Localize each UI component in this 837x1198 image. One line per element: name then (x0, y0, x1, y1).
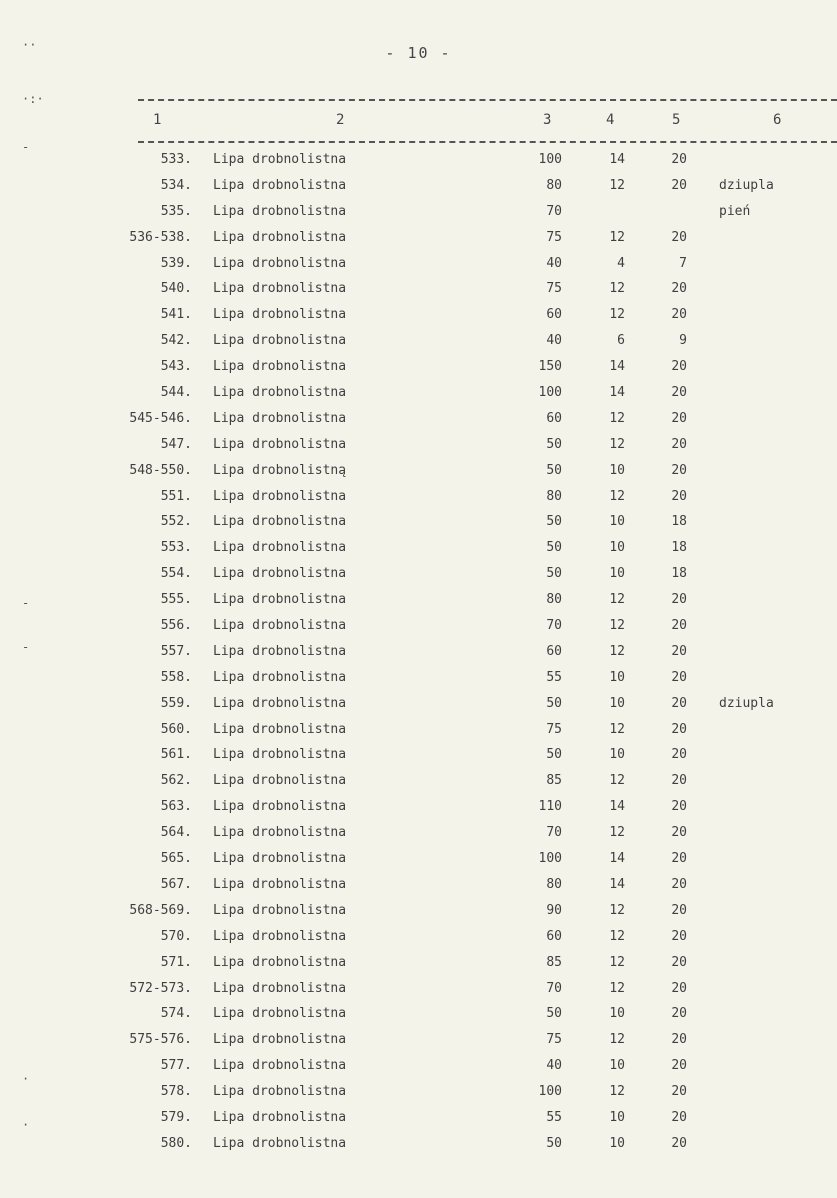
table-row (0, 693, 837, 719)
col-3-value: 40 (546, 255, 562, 271)
col-3-value: 75 (546, 721, 562, 737)
col-3-value: 50 (546, 540, 562, 556)
col-4-value: 10 (609, 514, 625, 530)
col-5-value: 20 (671, 876, 687, 892)
table-header-rule (138, 141, 837, 143)
col-3-value: 50 (546, 436, 562, 452)
row-number: 578. (160, 1084, 192, 1100)
page-number: - 10 - (385, 44, 452, 62)
col-4-value: 14 (609, 851, 625, 867)
species-name: Lipa drobnolistna (213, 540, 347, 556)
row-number: 563. (160, 799, 192, 815)
col-3-value: 60 (546, 643, 562, 659)
col-4-value: 12 (609, 488, 625, 504)
row-number: 568-569. (129, 902, 192, 918)
species-name: Lipa drobnolistna (213, 514, 347, 530)
col-3-value: 75 (546, 281, 562, 297)
row-number: 562. (160, 773, 192, 789)
header-col-6: 6 (773, 112, 782, 128)
col-5-value: 20 (671, 1084, 687, 1100)
col-5-value: 20 (671, 229, 687, 245)
row-number: 535. (160, 203, 192, 219)
row-number: 547. (160, 436, 192, 452)
col-5-value: 20 (671, 669, 687, 685)
species-name: Lipa drobnolistna (213, 592, 347, 608)
table-row (0, 1133, 837, 1159)
col-4-value: 10 (609, 695, 625, 711)
species-name: Lipa drobnolistna (213, 980, 347, 996)
table-row (0, 149, 837, 175)
col-3-value: 100 (538, 1084, 562, 1100)
col-4-value: 12 (609, 229, 625, 245)
col-5-value: 18 (671, 566, 687, 582)
table-row (0, 563, 837, 589)
col-5-value: 20 (671, 436, 687, 452)
col-5-value: 20 (671, 592, 687, 608)
header-col-4: 4 (606, 112, 615, 128)
table-row (0, 1029, 837, 1055)
col-5-value: 20 (671, 281, 687, 297)
col-3-value: 50 (546, 1135, 562, 1151)
row-number: 561. (160, 747, 192, 763)
col-3-value: 60 (546, 410, 562, 426)
row-number: 534. (160, 177, 192, 193)
col-5-value: 20 (671, 643, 687, 659)
col-4-value: 10 (609, 462, 625, 478)
row-number: 559. (160, 695, 192, 711)
col-5-value: 20 (671, 1058, 687, 1074)
species-name: Lipa drobnolistna (213, 876, 347, 892)
row-number: 570. (160, 928, 192, 944)
note: pień (719, 203, 751, 219)
species-name: Lipa drobnolistna (213, 1032, 347, 1048)
species-name: Lipa drobnolistna (213, 333, 347, 349)
species-name: Lipa drobnolistna (213, 747, 347, 763)
table-row (0, 201, 837, 227)
row-number: 574. (160, 1006, 192, 1022)
col-5-value: 20 (671, 177, 687, 193)
col-5-value: 7 (679, 255, 687, 271)
col-3-value: 80 (546, 876, 562, 892)
col-5-value: 20 (671, 799, 687, 815)
header-col-1: 1 (153, 112, 162, 128)
species-name: Lipa drobnolistna (213, 721, 347, 737)
species-name: Lipa drobnolistna (213, 618, 347, 634)
col-4-value: 6 (617, 333, 625, 349)
col-4-value: 14 (609, 799, 625, 815)
row-number: 552. (160, 514, 192, 530)
table-row (0, 1055, 837, 1081)
table-row (0, 460, 837, 486)
col-3-value: 100 (538, 385, 562, 401)
species-name: Lipa drobnolistna (213, 281, 347, 297)
table-row (0, 978, 837, 1004)
table-row (0, 589, 837, 615)
table-row (0, 667, 837, 693)
row-number: 564. (160, 825, 192, 841)
species-name: Lipa drobnolistna (213, 928, 347, 944)
table-row (0, 330, 837, 356)
col-5-value: 18 (671, 540, 687, 556)
species-name: Lipa drobnolistna (213, 1058, 347, 1074)
species-name: Lipa drobnolistna (213, 177, 347, 193)
col-3-value: 60 (546, 307, 562, 323)
col-4-value: 12 (609, 177, 625, 193)
row-number: 539. (160, 255, 192, 271)
margin-mark: ·:· (22, 92, 44, 106)
col-5-value: 20 (671, 488, 687, 504)
margin-mark: - (22, 596, 30, 610)
col-5-value: 20 (671, 1006, 687, 1022)
col-5-value: 20 (671, 954, 687, 970)
species-name: Lipa drobnolistna (213, 385, 347, 401)
species-name: Lipa drobnolistna (213, 152, 347, 167)
col-5-value: 20 (671, 721, 687, 737)
col-5-value: 20 (671, 825, 687, 841)
col-3-value: 150 (538, 359, 562, 375)
row-number: 533. (160, 152, 192, 167)
row-number: 567. (160, 876, 192, 892)
col-3-value: 55 (546, 669, 562, 685)
col-3-value: 50 (546, 462, 562, 478)
row-number: 565. (160, 851, 192, 867)
table-row (0, 952, 837, 978)
species-name: Lipa drobnolistna (213, 669, 347, 685)
col-4-value: 12 (609, 1032, 625, 1048)
species-name: Lipa drobnolistna (213, 773, 347, 789)
col-5-value: 18 (671, 514, 687, 530)
col-3-value: 80 (546, 177, 562, 193)
species-name: Lipa drobnolistna (213, 566, 347, 582)
col-3-value: 60 (546, 928, 562, 944)
species-name: Lipa drobnolistna (213, 1109, 347, 1125)
species-name: Lipa drobnolistna (213, 203, 347, 219)
col-5-value: 20 (671, 462, 687, 478)
col-4-value: 12 (609, 721, 625, 737)
col-4-value: 12 (609, 902, 625, 918)
col-5-value: 9 (679, 333, 687, 349)
col-4-value: 12 (609, 1084, 625, 1100)
margin-mark: · (22, 1118, 30, 1132)
col-5-value: 20 (671, 410, 687, 426)
species-name: Lipa drobnolistna (213, 307, 347, 323)
note: dziupla (719, 177, 774, 193)
table-header (0, 112, 837, 136)
col-4-value: 4 (617, 255, 625, 271)
table-row (0, 848, 837, 874)
header-col-5: 5 (672, 112, 681, 128)
species-name: Lipa drobnolistna (213, 229, 347, 245)
col-4-value: 12 (609, 436, 625, 452)
col-4-value: 14 (609, 385, 625, 401)
col-3-value: 70 (546, 203, 562, 219)
col-5-value: 20 (671, 618, 687, 634)
col-4-value: 10 (609, 1006, 625, 1022)
species-name: Lipa drobnolistna (213, 1135, 347, 1151)
col-4-value: 10 (609, 566, 625, 582)
col-3-value: 55 (546, 1109, 562, 1125)
col-4-value: 12 (609, 281, 625, 297)
table-row (0, 408, 837, 434)
col-5-value: 20 (671, 152, 687, 167)
table-row (0, 615, 837, 641)
species-name: Lipa drobnolistna (213, 851, 347, 867)
table-body (0, 149, 837, 1159)
col-5-value: 20 (671, 1109, 687, 1125)
col-5-value: 20 (671, 902, 687, 918)
table-row (0, 926, 837, 952)
col-3-value: 100 (538, 851, 562, 867)
row-number: 557. (160, 643, 192, 659)
col-3-value: 75 (546, 1032, 562, 1048)
row-number: 542. (160, 333, 192, 349)
row-number: 572-573. (129, 980, 192, 996)
table-row (0, 434, 837, 460)
col-3-value: 110 (538, 799, 562, 815)
table-top-rule (138, 99, 837, 101)
row-number: 540. (160, 281, 192, 297)
species-name: Lipa drobnolistna (213, 488, 347, 504)
col-3-value: 85 (546, 773, 562, 789)
col-5-value: 20 (671, 773, 687, 789)
margin-mark: - (22, 140, 30, 154)
margin-mark: · (22, 1072, 30, 1086)
col-5-value: 20 (671, 307, 687, 323)
table-row (0, 900, 837, 926)
table-row (0, 770, 837, 796)
table-row (0, 1081, 837, 1107)
table-row (0, 227, 837, 253)
table-row (0, 356, 837, 382)
col-4-value: 12 (609, 307, 625, 323)
species-name: Lipa drobnolistna (213, 695, 347, 711)
col-3-value: 80 (546, 592, 562, 608)
row-number: 543. (160, 359, 192, 375)
species-name: Lipa drobnolistna (213, 1006, 347, 1022)
col-5-value: 20 (671, 851, 687, 867)
col-4-value: 12 (609, 643, 625, 659)
row-number: 575-576. (129, 1032, 192, 1048)
row-number: 580. (160, 1135, 192, 1151)
col-4-value: 12 (609, 980, 625, 996)
species-name: Lipa drobnolistna (213, 436, 347, 452)
species-name: Lipa drobnolistna (213, 255, 347, 271)
table-row (0, 641, 837, 667)
col-4-value: 12 (609, 954, 625, 970)
col-3-value: 90 (546, 902, 562, 918)
row-number: 551. (160, 488, 192, 504)
col-3-value: 50 (546, 747, 562, 763)
row-number: 548-550. (129, 462, 192, 478)
col-4-value: 10 (609, 1109, 625, 1125)
margin-mark: - (22, 640, 30, 654)
col-5-value: 20 (671, 1032, 687, 1048)
table-row (0, 822, 837, 848)
col-4-value: 14 (609, 359, 625, 375)
species-name: Lipa drobnolistna (213, 902, 347, 918)
header-col-2: 2 (336, 112, 345, 128)
note: dziupla (719, 695, 774, 711)
table-row (0, 253, 837, 279)
col-4-value: 12 (609, 773, 625, 789)
species-name: Lipa drobnolistna (213, 643, 347, 659)
table-row (0, 486, 837, 512)
col-4-value: 10 (609, 540, 625, 556)
table-row (0, 537, 837, 563)
col-3-value: 40 (546, 333, 562, 349)
col-4-value: 14 (609, 152, 625, 167)
row-number: 544. (160, 385, 192, 401)
col-3-value: 70 (546, 980, 562, 996)
col-4-value: 10 (609, 747, 625, 763)
table-row (0, 1107, 837, 1133)
row-number: 536-538. (129, 229, 192, 245)
col-5-value: 20 (671, 385, 687, 401)
col-3-value: 40 (546, 1058, 562, 1074)
table-row (0, 382, 837, 408)
table-row (0, 796, 837, 822)
col-4-value: 12 (609, 928, 625, 944)
col-5-value: 20 (671, 747, 687, 763)
row-number: 553. (160, 540, 192, 556)
col-3-value: 50 (546, 514, 562, 530)
col-5-value: 20 (671, 980, 687, 996)
col-3-value: 70 (546, 618, 562, 634)
table-row (0, 278, 837, 304)
table-row (0, 511, 837, 537)
col-4-value: 10 (609, 1058, 625, 1074)
col-5-value: 20 (671, 359, 687, 375)
col-4-value: 12 (609, 618, 625, 634)
col-3-value: 75 (546, 229, 562, 245)
col-3-value: 85 (546, 954, 562, 970)
row-number: 545-546. (129, 410, 192, 426)
table-row (0, 874, 837, 900)
col-3-value: 50 (546, 695, 562, 711)
species-name: Lipa drobnolistna (213, 954, 347, 970)
table-row (0, 1003, 837, 1029)
table-row (0, 719, 837, 745)
table-row (0, 304, 837, 330)
col-3-value: 100 (538, 152, 562, 167)
row-number: 554. (160, 566, 192, 582)
species-name: Lipa drobnolistna (213, 410, 347, 426)
row-number: 556. (160, 618, 192, 634)
row-number: 555. (160, 592, 192, 608)
col-3-value: 50 (546, 566, 562, 582)
species-name: Lipa drobnolistną (213, 462, 347, 478)
col-3-value: 80 (546, 488, 562, 504)
row-number: 577. (160, 1058, 192, 1074)
table-row (0, 175, 837, 201)
header-col-3: 3 (543, 112, 552, 128)
col-3-value: 50 (546, 1006, 562, 1022)
table-row (0, 744, 837, 770)
species-name: Lipa drobnolistna (213, 825, 347, 841)
col-4-value: 10 (609, 1135, 625, 1151)
col-4-value: 12 (609, 592, 625, 608)
col-5-value: 20 (671, 1135, 687, 1151)
col-3-value: 70 (546, 825, 562, 841)
col-4-value: 10 (609, 669, 625, 685)
col-4-value: 14 (609, 876, 625, 892)
row-number: 558. (160, 669, 192, 685)
row-number: 571. (160, 954, 192, 970)
col-4-value: 12 (609, 825, 625, 841)
col-5-value: 20 (671, 695, 687, 711)
col-5-value: 20 (671, 928, 687, 944)
species-name: Lipa drobnolistna (213, 1084, 347, 1100)
species-name: Lipa drobnolistna (213, 799, 347, 815)
margin-mark: ·· (22, 38, 37, 52)
row-number: 579. (160, 1109, 192, 1125)
col-4-value: 12 (609, 410, 625, 426)
row-number: 560. (160, 721, 192, 737)
row-number: 541. (160, 307, 192, 323)
species-name: Lipa drobnolistna (213, 359, 347, 375)
